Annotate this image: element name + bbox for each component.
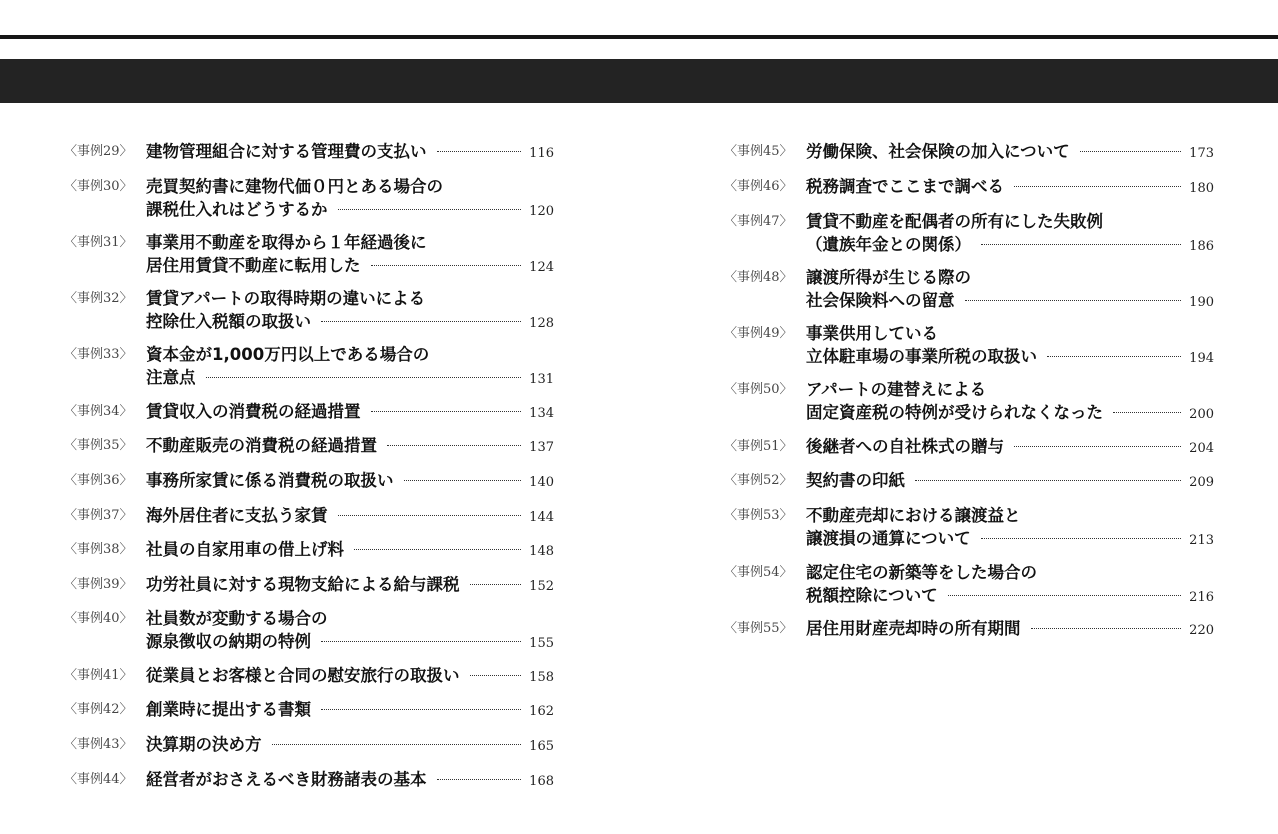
page-number: 152 (529, 579, 554, 594)
case-title-last-line (146, 310, 554, 335)
case-title-last-line (806, 345, 1214, 370)
case-title-line: 従業員とお客様と合同の慰安旅行の取扱い (146, 666, 460, 685)
case-title-last-line (146, 504, 554, 529)
case-title-line: 資本金が1,000万円以上である場合の (146, 345, 430, 364)
case-title-block (806, 175, 1214, 200)
page-number: 134 (529, 406, 554, 421)
page-number: 124 (529, 260, 554, 275)
case-number: 〈事例41〉 (64, 668, 133, 683)
case-title-line: 事業用不動産を取得から１年経過後に (146, 233, 427, 252)
case-title-block (806, 266, 1214, 314)
case-title-block (146, 573, 554, 598)
dot-leader (321, 709, 521, 710)
toc-entry (724, 504, 1214, 552)
page-number: 194 (1189, 351, 1214, 366)
dot-leader (1080, 151, 1182, 152)
page-number: 204 (1189, 441, 1214, 456)
case-title-block (806, 469, 1214, 494)
case-number: 〈事例29〉 (64, 144, 133, 159)
case-title-block (146, 400, 554, 425)
dot-leader (1113, 412, 1181, 413)
case-title-line: 居住用財産売却時の所有期間 (806, 619, 1021, 638)
case-title-block (146, 434, 554, 459)
case-title-line: アパートの建替えによる (806, 380, 987, 399)
case-number: 〈事例42〉 (64, 702, 133, 717)
case-title-line: 固定資産税の特例が受けられなくなった (806, 403, 1103, 422)
case-title-line: （遺族年金との関係） (806, 235, 971, 254)
case-number: 〈事例36〉 (64, 473, 133, 488)
page-number: 144 (529, 510, 554, 525)
page-number: 116 (529, 146, 554, 161)
case-title-block (146, 343, 554, 391)
case-title-last-line (146, 140, 554, 165)
case-title-block (806, 617, 1214, 642)
page-number: 120 (529, 204, 554, 219)
dot-leader (387, 445, 521, 446)
case-title-line: 課税仕入れはどうするか (146, 200, 328, 219)
case-title-block (146, 607, 554, 655)
page-number: 209 (1189, 475, 1214, 490)
dot-leader (1014, 446, 1181, 447)
toc-entry (64, 140, 554, 165)
case-title-last-line (146, 538, 554, 563)
toc-entry (64, 175, 554, 223)
case-title-last-line (146, 573, 554, 598)
case-title-line: 賃貸不動産を配偶者の所有にした失敗例 (806, 212, 1103, 231)
case-title-line: 立体駐車場の事業所税の取扱い (806, 347, 1037, 366)
toc-entry (724, 266, 1214, 314)
case-number: 〈事例49〉 (724, 326, 793, 341)
dot-leader (1047, 356, 1181, 357)
case-number: 〈事例45〉 (724, 144, 793, 159)
case-title-block (806, 435, 1214, 460)
dot-leader (371, 265, 522, 266)
toc-entry (64, 768, 554, 793)
dot-leader (1031, 628, 1182, 629)
case-title-last-line (806, 140, 1214, 165)
dot-leader (981, 244, 1181, 245)
case-number: 〈事例43〉 (64, 737, 133, 752)
case-title-line: 契約書の印紙 (806, 471, 905, 490)
toc-entry (64, 573, 554, 598)
page-number: 213 (1189, 533, 1214, 548)
case-title-block (806, 210, 1214, 258)
toc-entry (64, 538, 554, 563)
case-title-line: 功労社員に対する現物支給による給与課税 (146, 575, 460, 594)
case-title-line: 社員数が変動する場合の (146, 609, 328, 628)
page-number: 165 (529, 739, 554, 754)
page-number: 128 (529, 316, 554, 331)
case-number: 〈事例47〉 (724, 214, 793, 229)
case-title-last-line (806, 401, 1214, 426)
case-title-block (806, 504, 1214, 552)
case-number: 〈事例37〉 (64, 508, 133, 523)
case-title-line: 税務調査でここまで調べる (806, 177, 1004, 196)
toc-entry (64, 231, 554, 279)
case-title-line: 不動産販売の消費税の経過措置 (146, 436, 377, 455)
case-number: 〈事例46〉 (724, 179, 793, 194)
case-title-line: 賃貸アパートの取得時期の違いによる (146, 289, 426, 308)
dot-leader (338, 515, 522, 516)
toc-entry (64, 664, 554, 689)
dot-leader (338, 209, 522, 210)
header-band (0, 59, 1278, 103)
case-title-block (146, 231, 554, 279)
toc-entry (724, 378, 1214, 426)
case-title-line: 売買契約書に建物代価０円とある場合の (146, 177, 443, 196)
page-number: 216 (1189, 590, 1214, 605)
dot-leader (470, 584, 522, 585)
page-number: 173 (1189, 146, 1214, 161)
case-number: 〈事例39〉 (64, 577, 133, 592)
case-number: 〈事例55〉 (724, 621, 793, 636)
case-title-block (146, 287, 554, 335)
dot-leader (371, 411, 522, 412)
case-title-block (146, 698, 554, 723)
dot-leader (437, 779, 522, 780)
case-title-last-line (146, 768, 554, 793)
case-title-last-line (146, 469, 554, 494)
case-number: 〈事例51〉 (724, 439, 793, 454)
case-title-last-line (146, 254, 554, 279)
dot-leader (915, 480, 1181, 481)
case-title-line: 後継者への自社株式の贈与 (806, 437, 1004, 456)
case-number: 〈事例35〉 (64, 438, 133, 453)
case-title-last-line (146, 698, 554, 723)
case-title-block (806, 322, 1214, 370)
case-number: 〈事例50〉 (724, 382, 793, 397)
case-title-line: 海外居住者に支払う家賃 (146, 506, 328, 525)
case-number: 〈事例53〉 (724, 508, 793, 523)
case-number: 〈事例44〉 (64, 772, 133, 787)
page-number: 137 (529, 440, 554, 455)
case-title-last-line (806, 584, 1214, 609)
case-number: 〈事例33〉 (64, 347, 133, 362)
case-title-line: 社会保険料への留意 (806, 291, 955, 310)
dot-leader (470, 675, 522, 676)
case-title-line: 控除仕入税額の取扱い (146, 312, 311, 331)
case-title-last-line (806, 617, 1214, 642)
case-number: 〈事例30〉 (64, 179, 133, 194)
case-title-line: 源泉徴収の納期の特例 (146, 632, 311, 651)
page-number: 186 (1189, 239, 1214, 254)
case-title-last-line (806, 289, 1214, 314)
case-number: 〈事例38〉 (64, 542, 133, 557)
page-number: 220 (1189, 623, 1214, 638)
toc-entry (64, 504, 554, 529)
page-number: 155 (529, 636, 554, 651)
dot-leader (321, 641, 521, 642)
toc-entry (64, 287, 554, 335)
case-title-last-line (806, 527, 1214, 552)
dot-leader (206, 377, 522, 378)
case-title-line: 不動産売却における譲渡益と (806, 506, 1021, 525)
page-number: 180 (1189, 181, 1214, 196)
case-title-line: 譲渡損の通算について (806, 529, 971, 548)
toc-entry (724, 210, 1214, 258)
case-title-line: 譲渡所得が生じる際の (806, 268, 971, 287)
case-number: 〈事例48〉 (724, 270, 793, 285)
toc-entry (724, 175, 1214, 200)
case-title-last-line (146, 664, 554, 689)
toc-entry (64, 698, 554, 723)
case-title-last-line (806, 175, 1214, 200)
case-title-line: 居住用賃貸不動産に転用した (146, 256, 361, 275)
case-title-line: 創業時に提出する書類 (146, 700, 311, 719)
case-title-line: 事務所家賃に係る消費税の取扱い (146, 471, 394, 490)
case-title-line: 賃貸収入の消費税の経過措置 (146, 402, 361, 421)
dot-leader (272, 744, 522, 745)
dot-leader (948, 595, 1182, 596)
case-number: 〈事例40〉 (64, 611, 133, 626)
case-title-last-line (146, 434, 554, 459)
case-title-last-line (146, 366, 554, 391)
case-title-block (806, 561, 1214, 609)
case-title-block (146, 504, 554, 529)
case-title-line: 税額控除について (806, 586, 938, 605)
toc-entry (64, 400, 554, 425)
page-number: 140 (529, 475, 554, 490)
case-title-block (146, 768, 554, 793)
case-title-last-line (146, 733, 554, 758)
toc-entry (724, 322, 1214, 370)
case-number: 〈事例54〉 (724, 565, 793, 580)
dot-leader (981, 538, 1182, 539)
page-number: 158 (529, 670, 554, 685)
toc-entry (724, 617, 1214, 642)
case-title-line: 認定住宅の新築等をした場合の (806, 563, 1037, 582)
toc-entry (724, 469, 1214, 494)
page-number: 131 (529, 372, 554, 387)
case-title-block (146, 538, 554, 563)
page-number: 168 (529, 774, 554, 789)
dot-leader (404, 480, 522, 481)
toc-entry (64, 343, 554, 391)
case-number: 〈事例31〉 (64, 235, 133, 250)
dot-leader (437, 151, 522, 152)
toc-entry (724, 561, 1214, 609)
toc-entry (64, 733, 554, 758)
page-number: 190 (1189, 295, 1214, 310)
case-title-last-line (806, 469, 1214, 494)
case-title-last-line (146, 198, 554, 223)
case-title-block (146, 140, 554, 165)
case-title-block (146, 733, 554, 758)
case-title-last-line (146, 400, 554, 425)
page-number: 200 (1189, 407, 1214, 422)
case-title-block (146, 469, 554, 494)
dot-leader (321, 321, 521, 322)
case-title-line: 決算期の決め方 (146, 735, 262, 754)
case-title-line: 注意点 (146, 368, 196, 387)
case-title-last-line (146, 630, 554, 655)
toc-entry (64, 469, 554, 494)
case-number: 〈事例34〉 (64, 404, 133, 419)
case-title-line: 事業供用している (806, 324, 938, 343)
case-title-line: 社員の自家用車の借上げ料 (146, 540, 344, 559)
top-rule (0, 35, 1278, 39)
case-title-block (806, 140, 1214, 165)
case-number: 〈事例52〉 (724, 473, 793, 488)
dot-leader (354, 549, 521, 550)
page-number: 162 (529, 704, 554, 719)
dot-leader (965, 300, 1182, 301)
case-title-last-line (806, 435, 1214, 460)
dot-leader (1014, 186, 1181, 187)
case-title-line: 労働保険、社会保険の加入について (806, 142, 1070, 161)
toc-entry (64, 607, 554, 655)
case-title-block (146, 664, 554, 689)
toc-entry (724, 140, 1214, 165)
page-number: 148 (529, 544, 554, 559)
case-number: 〈事例32〉 (64, 291, 133, 306)
case-title-line: 建物管理組合に対する管理費の支払い (146, 142, 427, 161)
case-title-last-line (806, 233, 1214, 258)
case-title-line: 経営者がおさえるべき財務諸表の基本 (146, 770, 427, 789)
case-title-block (146, 175, 554, 223)
toc-entry (724, 435, 1214, 460)
case-title-block (806, 378, 1214, 426)
toc-entry (64, 434, 554, 459)
